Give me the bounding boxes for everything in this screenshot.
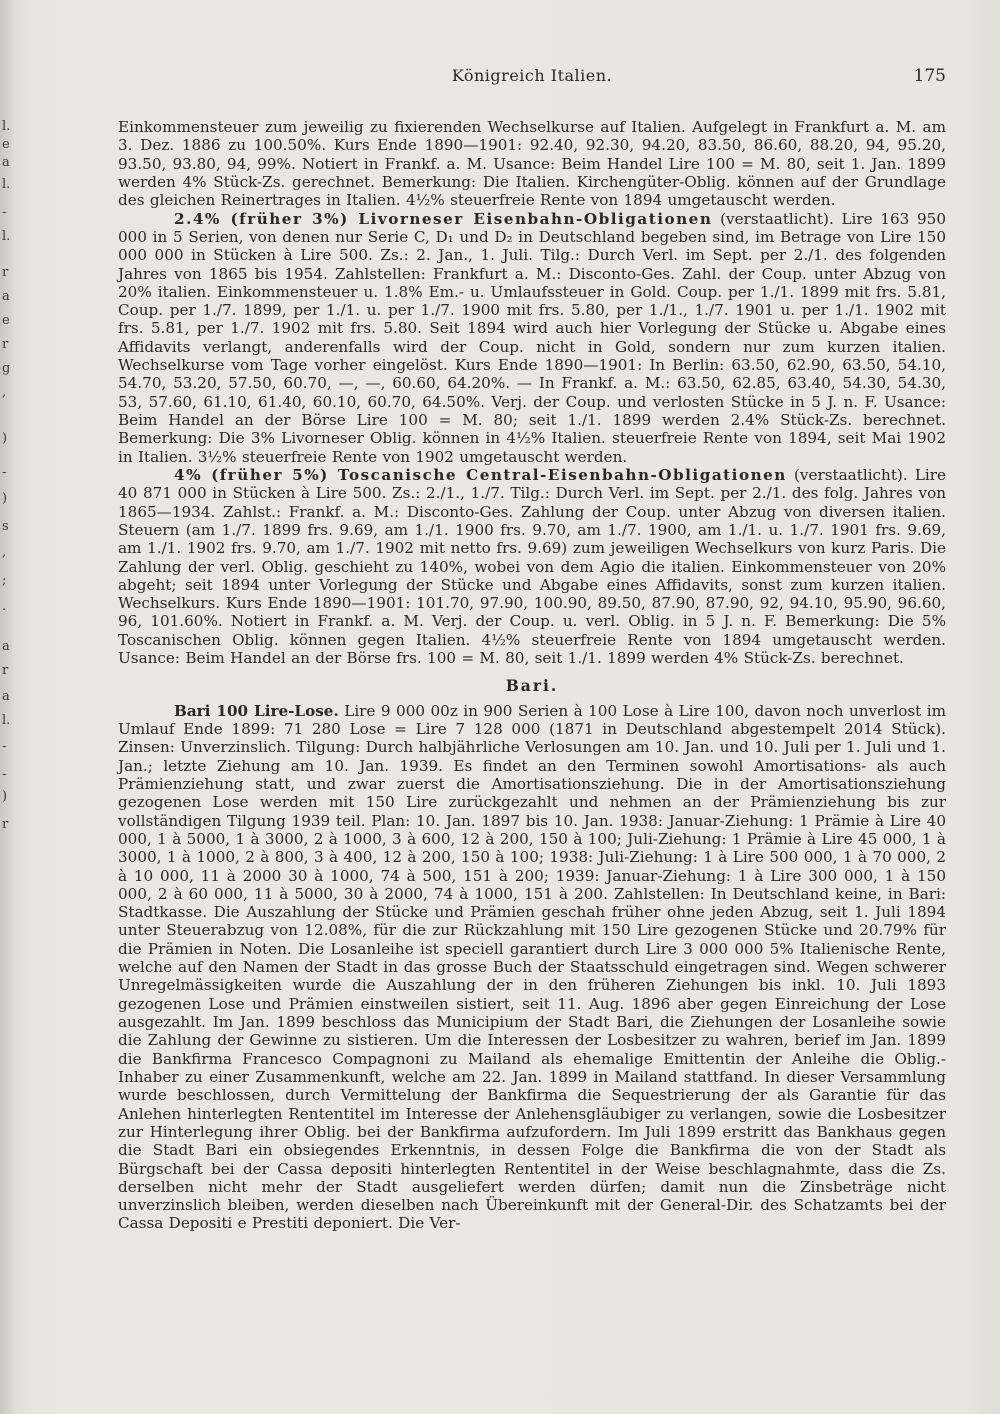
adjacent-page-margin <box>2 0 12 1414</box>
body-text <box>118 118 946 1233</box>
margin-fragment: , <box>2 545 7 560</box>
margin-fragment: ) <box>2 491 8 506</box>
margin-fragment: - <box>2 205 7 220</box>
bari-lose-text: Lire 9 000 00z in 900 Serien à 100 Lose à Lire 100, davon noch unverlost im Umlauf Ende 1899: 71 280 Lose = Lire 7 128 000 (1871 in Deutschland abgestempelt 2014 Stück). Zinsen: Unverzinslich. Tilgung: Durch halbjährliche Verlosungen am 10. Jan. und 10. Juli per 1. Juli und 1. Jan.; letzte Ziehung am 10. Jan. 1939. Es findet an den Terminen sowohl Amortisations- als auch Prämienziehung statt, und zwar zuerst die Amortisationsziehung. Die in der Amortisationsziehung gezogenen Lose werden mit 150 Lire zurückgezahlt und nehmen an der Prämienziehung bis zur vollständigen Tilgung 1939 teil. Plan: 10. Jan. 1897 bis 10. Jan. 1938: Januar-Ziehung: 1 Prämie à Lire 40 000, 1 à 5000, 1 à 3000, 2 à 1000, 3 à 600, 12 à 200, 150 à 100; Juli-Ziehung: 1 Prämie à Lire 45 000, 1 à 3000, 1 à 1000, 2 à 800, 3 à 400, 12 à 200, 150 à 100; 1938: Juli-Ziehung: 1 à Lire 500 000, 1 à 70 000, 2 à 10 000, 11 à 2000 30 à 1000, 74 à 500, 151 à 200; 1939: Januar-Ziehung: 1 à Lire 300 000, 1 à 150 000, 2 à 60 000, 11 à 5000, 30 à 2000, 74 à 1000, 151 à 200. Zahlstellen: In Deutschland keine, in Bari: Stadtkasse. Die Auszahlung der Stücke und Prämien geschah früher ohne jeden Abzug, seit 1. Juli 1894 unter Steuerabzug von 12.08%, für die zur Rückzahlung mit 150 Lire gezogenen Stücke und 20.79% für die Prämien in Noten. Die Losanleihe ist speciell garantiert durch Lire 3 000 000 5% Italienische Rente, welche auf den Namen der Stadt in das grosse Buch der Staatsschuld eingetragen sind. Wegen schwerer Unregelmässigkeiten wurde die Auszahlung der in den früheren Ziehungen bis inkl. 10. Juli 1893 gezogenen Lose und Prämien einstweilen sistiert, seit 11. Aug. 1896 aber gegen Einreichung der Lose ausgezahlt. Im Jan. 1899 beschloss das Municipium der Stadt Bari, die Ziehungen der Losanleihe sowie die Zahlung der Gewinne zu sistieren. Um die Interessen der Losbesitzer zu wahren, berief im Jan. 1899 die Bankfirma Francesco Compagnoni zu Mailand als ehemalige Emittentin der Anleihe die Oblig.-Inhaber zu einer Zusammenkunft, welche am 22. Jan. 1899 in Mailand stattfand. In dieser Versammlung wurde beschlossen, durch Vermittelung der Bankfirma die Sequestrierung der als Garantie für das Anlehen hinterlegten Rententitel im Interesse der Anlehensgläubiger zu verlangen, sowie die Losbesitzer zur Hinterlegung ihrer Oblig. bei der Bankfirma aufzufordern. Im Juli 1899 erstritt das Bankhaus gegen die Stadt Bari ein obsiegendes Erkenntnis, in dessen Folge die Bankfirma die von der Stadt als Bürgschaft bei der Cassa depositi hinterlegten Rententitel in der Weise beschlagnahmte, dass die Zs. derselben nicht mehr der Stadt ausgeliefert werden dürfen; damit nun die Zinsbeträge nicht unverzinslich bleiben, werden dieselben nach Übereinkunft mit der General-Dir. des Schatzamts bei der Cassa Depositi e Prestiti deponiert. Die Ver- <box>118 701 947 1233</box>
margin-fragment: ) <box>2 431 8 446</box>
livorneser-heading: 2.4% (früher 3%) Livorneser Eisenbahn-Obligationen <box>174 209 713 228</box>
margin-fragment: ) <box>2 789 8 804</box>
section-heading-bari: Bari. <box>505 676 559 696</box>
paragraph-bari-lose <box>118 702 946 1233</box>
margin-fragment: - <box>2 739 7 754</box>
margin-fragment: s <box>2 519 9 534</box>
margin-fragment: a <box>2 289 10 304</box>
margin-fragment: ; <box>2 573 7 588</box>
margin-fragment: r <box>2 817 9 832</box>
margin-fragment: l. <box>2 713 11 728</box>
margin-fragment: g <box>2 361 11 376</box>
livorneser-text: (verstaatlicht). Lire 163 950 000 in 5 Serien, von denen nur Serie C, D₁ und D₂ in Deutschland begeben sind, im Betrage von Lire 150 000 000 in Stücken à Lire 500. Zs.: 2. Jan., 1. Juli. Tilg.: Durch Verl. im Sept. per 2./1. des folgenden Jahres von 1865 bis 1954. Zahlstellen: Frankfurt a. M.: Disconto-Ges. Zahl. der Coup. unter Abzug von 20% italien. Einkommensteuer u. 1.8% Em.- u. Umlaufssteuer in Gold. Coup. per 1./1. 1899 mit frs. 5.81, Coup. per 1./7. 1899, per 1./1. u. per 1./7. 1900 mit frs. 5.80, per 1./1., 1./7. 1901 u. per 1./1. 1902 mit frs. 5.81, per 1./7. 1902 mit frs. 5.80. Seit 1894 wird auch hier Vorlegung der Stücke u. Abgabe eines Affidavits verlangt, anderenfalls wird der Coup. nicht in Gold, sondern nur zum kurzen italien. Wechselkurse vom Tage vorher eingelöst. Kurs Ende 1890—1901: In Berlin: 63.50, 62.90, 63.50, 54.10, 54.70, 53.20, 57.50, 60.70, —, —, 60.60, 64.20%. — In Frankf. a. M.: 63.50, 62.85, 63.40, 54.30, 54.30, 53, 57.60, 61.10, 61.40, 60.10, 60.70, 64.50%. Verj. der Coup. und verlosten Stücke in 5 J. n. F. Usance: Beim Handel an der Börse Lire 100 = M. 80; seit 1./1. 1899 werden 2.4% Stück-Zs. berechnet. Bemerkung: Die 3% Livorneser Oblig. können in 4½% Italien. steuerfreie Rente von 1894, seit Mai 1902 in Italien. 3½% steuerfreie Rente von 1902 umgetauscht werden. <box>118 209 946 466</box>
running-title: Königreich Italien. <box>451 66 613 85</box>
margin-fragment: a <box>2 639 10 654</box>
margin-fragment: l. <box>2 177 11 192</box>
paragraph-toscanische <box>118 466 946 667</box>
margin-fragment: a <box>2 155 10 170</box>
margin-fragment: r <box>2 265 9 280</box>
page-header <box>118 66 946 96</box>
margin-fragment: a <box>2 689 10 704</box>
margin-fragment: e <box>2 313 10 328</box>
margin-fragment: l. <box>2 119 11 134</box>
paragraph-livorneser <box>118 210 946 466</box>
margin-fragment: l. <box>2 229 11 244</box>
margin-fragment: - <box>2 465 7 480</box>
bari-lose-heading: Bari 100 Lire-Lose. <box>174 701 339 720</box>
margin-fragment: r <box>2 337 9 352</box>
paragraph-kirchengueter: Einkommensteuer zum jeweilig zu fixierenden Wechselkurse auf Italien. Aufgelegt in Frankfurt a. M. am 3. Dez. 1886 zu 100.50%. Kurs Ende 1890—1901: 92.40, 92.30, 94.20, 83.50, 86.60, 88.20, 94, 95.20, 93.50, 93.80, 94, 99%. Notiert in Frankf. a. M. Usance: Beim Handel Lire 100 = M. 80, seit 1. Jan. 1899 werden 4% Stück-Zs. gerechnet. Bemerkung: Die Italien. Kirchengüter-Oblig. können auf der Grundlage des gleichen Reinertrages in Italien. 4½% steuerfreie Rente von 1894 umgetauscht werden. <box>118 118 946 210</box>
margin-fragment: , <box>2 385 7 400</box>
margin-fragment: - <box>2 767 7 782</box>
page-number: 175 <box>913 66 946 86</box>
margin-fragment: r <box>2 663 9 678</box>
toscanische-text: (verstaatlicht). Lire 40 871 000 in Stücken à Lire 500. Zs.: 2./1., 1./7. Tilg.: Durch Verl. im Sept. per 2./1. des folg. Jahres von 1865—1934. Zahlst.: Frankf. a. M.: Disconto-Ges. Zahlung der Coup. unter Abzug von diversen italien. Steuern (am 1./7. 1899 frs. 9.69, am 1./1. 1900 frs. 9.70, am 1./7. 1900, am 1./1. u. 1./7. 1901 frs. 9.69, am 1./1. 1902 frs. 9.70, am 1./7. 1902 mit netto frs. 9.69) zum jeweiligen Wechselkurs von kurz Paris. Die Zahlung der verl. Oblig. geschieht zu 140%, wobei von dem Agio die italien. Einkommensteuer von 20% abgeht; seit 1894 unter Vorlegung der Stücke und Abgabe eines Affidavits, sonst zum kurzen italien. Wechselkurs. Kurs Ende 1890—1901: 101.70, 97.90, 100.90, 89.50, 87.90, 87.90, 92, 94.10, 95.90, 96.60, 96, 101.60%. Notiert in Frankf. a. M. Verj. der Coup. u. verl. Oblig. in 5 J. n. F. Bemerkung: Die 5% Toscanischen Oblig. können gegen Italien. 4½% steuerfreie Rente von 1894 umgetauscht werden. Usance: Beim Handel an der Börse frs. 100 = M. 80, seit 1./1. 1899 werden 4% Stück-Zs. berechnet. <box>118 465 947 668</box>
margin-fragment: e <box>2 137 10 152</box>
margin-fragment: . <box>2 599 7 614</box>
toscanische-heading: 4% (früher 5%) Toscanische Central-Eisenbahn-Obligationen <box>174 465 787 484</box>
